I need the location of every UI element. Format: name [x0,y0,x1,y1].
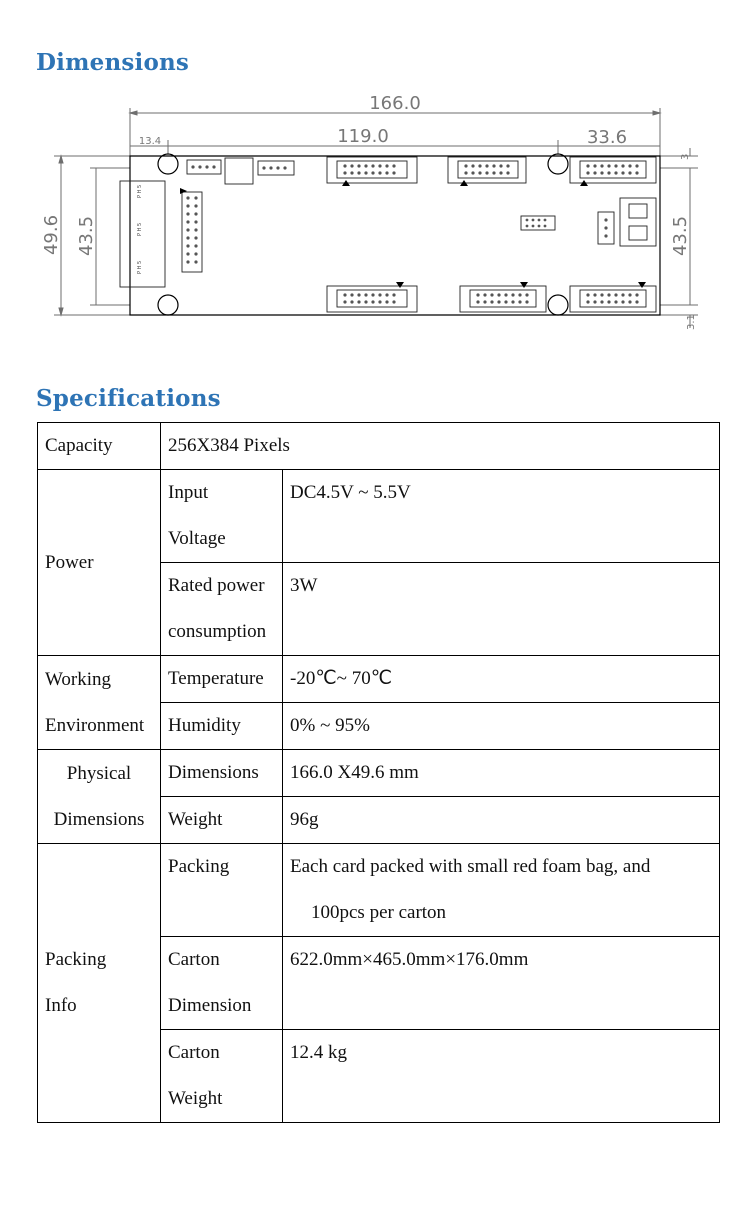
dimensions-value: 166.0 X49.6 mm [283,750,720,797]
working-environment-line2: Environment [45,714,145,736]
physical-dimensions-line2: Dimensions [53,808,145,830]
working-environment-label [38,656,161,750]
label-mount-span: 119.0 [337,126,389,147]
specifications-heading: Specifications [36,385,221,412]
label-bottom-margin: 3.1 [686,314,697,330]
dimension-drawing [30,88,710,338]
label-left-offset: 13.4 [138,136,162,147]
temperature-label: Temperature [161,656,283,703]
label-overall-height: 49.6 [41,214,62,256]
physical-dimensions-label [38,750,161,844]
weight-value: 96g [283,797,720,844]
packing-info-line2: Info [45,995,77,1016]
working-environment-line1: Working [45,668,112,690]
packing-value [283,844,720,937]
connector-left-text-3: P H 5 [137,260,143,274]
packing-value-line2: 100pcs per carton [311,902,447,923]
specifications-table [37,422,720,1123]
connector-left-text-2: P H 5 [137,222,143,236]
packing-info-label [38,844,161,1123]
label-hole-height-left: 43.5 [76,215,97,257]
rated-power-value: 3W [283,563,720,656]
carton-dimension-line2: Dimension [168,995,252,1016]
input-voltage-label-line1: Input [168,482,209,503]
capacity-value: 256X384 Pixels [161,423,720,470]
table-row [38,750,720,797]
capacity-label: Capacity [38,423,161,470]
humidity-label: Humidity [161,703,283,750]
rated-power-label-line2: consumption [168,621,267,642]
table-row [38,844,720,937]
temperature-value: -20℃~ 70℃ [283,656,720,703]
input-voltage-value: DC4.5V ~ 5.5V [283,470,720,563]
table-row [38,656,720,703]
physical-dimensions-line1: Physical [66,762,132,784]
connector-left-text-1: P H 5 [137,184,143,198]
label-overall-width: 166.0 [369,93,421,114]
table-row [38,470,720,563]
power-label: Power [38,470,161,656]
input-voltage-label-line2: Voltage [168,528,226,549]
input-voltage-label [161,470,283,563]
packing-value-line1: Each card packed with small red foam bag, and [290,856,651,877]
table-row [38,423,720,470]
humidity-value: 0% ~ 95% [283,703,720,750]
label-top-margin: 3 [680,153,691,160]
carton-weight-label [161,1030,283,1123]
carton-dimension-label [161,937,283,1030]
dimensions-label: Dimensions [161,750,283,797]
carton-weight-value: 12.4 kg [283,1030,720,1123]
carton-dimension-value: 622.0mm×465.0mm×176.0mm [283,937,720,1030]
packing-info-line1: Packing [45,949,107,970]
dimensions-heading: Dimensions [36,49,190,76]
label-hole-height-right: 43.5 [670,215,691,257]
rated-power-label [161,563,283,656]
carton-weight-line2: Weight [168,1088,223,1109]
weight-label: Weight [161,797,283,844]
label-right-offset: 33.6 [586,127,628,148]
carton-dimension-line1: Carton [168,949,220,970]
carton-weight-line1: Carton [168,1042,220,1063]
rated-power-label-line1: Rated power [168,575,265,596]
packing-label: Packing [161,844,283,937]
